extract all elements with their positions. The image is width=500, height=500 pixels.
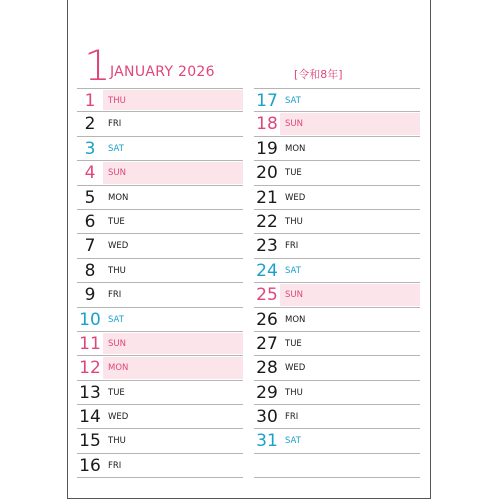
day-number: 9 <box>84 285 96 306</box>
day-number: 29 <box>256 382 278 403</box>
day-number: 6 <box>84 211 96 232</box>
day-number: 3 <box>84 138 96 159</box>
day-of-week: WED <box>108 241 129 252</box>
day-row <box>254 186 420 210</box>
day-of-week: SAT <box>108 314 124 325</box>
day-row <box>77 356 243 380</box>
day-number: 24 <box>256 260 278 281</box>
day-number: 4 <box>84 163 96 184</box>
day-row <box>254 234 420 258</box>
day-of-week: MON <box>285 314 306 325</box>
day-row <box>77 332 243 356</box>
day-of-week: TUE <box>285 168 302 179</box>
day-of-week: MON <box>108 192 129 203</box>
day-row <box>77 137 243 161</box>
day-row <box>77 161 243 185</box>
day-number: 7 <box>84 236 96 257</box>
day-of-week: SUN <box>108 168 126 179</box>
day-number: 2 <box>84 114 96 135</box>
day-number: 25 <box>256 285 278 306</box>
day-row <box>77 308 243 332</box>
day-of-week: WED <box>108 412 129 423</box>
calendar-header <box>84 41 404 90</box>
day-number: 31 <box>256 431 278 452</box>
day-number: 10 <box>79 309 101 330</box>
day-of-week: WED <box>285 363 306 374</box>
day-number: 20 <box>256 163 278 184</box>
day-number: 21 <box>256 187 278 208</box>
year: 2026 <box>178 64 215 80</box>
day-number: 13 <box>79 382 101 403</box>
day-number: 14 <box>79 407 101 428</box>
day-number: 16 <box>79 455 101 476</box>
day-of-week: TUE <box>285 338 302 349</box>
day-number: 5 <box>84 187 96 208</box>
day-number: 23 <box>256 236 278 257</box>
day-of-week: THU <box>108 96 126 106</box>
day-of-week: THU <box>108 436 126 447</box>
day-number: 28 <box>256 358 278 379</box>
day-number: 8 <box>84 260 96 281</box>
day-number: 30 <box>256 407 278 428</box>
day-row <box>254 88 420 112</box>
day-row <box>77 186 243 210</box>
day-of-week: TUE <box>108 216 125 227</box>
day-row <box>254 259 420 283</box>
day-of-week: WED <box>285 192 306 203</box>
day-of-week: SUN <box>285 290 303 301</box>
day-row <box>254 137 420 161</box>
day-of-week: TUE <box>108 387 125 398</box>
day-of-week: MON <box>108 363 129 374</box>
day-row <box>254 283 420 307</box>
day-number: 1 <box>84 91 96 111</box>
day-number: 22 <box>256 211 278 232</box>
day-row <box>77 112 243 136</box>
day-of-week: FRI <box>108 119 122 130</box>
day-number: 12 <box>79 358 101 379</box>
day-of-week: FRI <box>108 290 122 301</box>
day-row <box>254 112 420 136</box>
day-row <box>254 454 420 478</box>
day-number <box>256 454 278 477</box>
day-row <box>77 405 243 429</box>
day-of-week: SUN <box>108 338 126 349</box>
day-number: 11 <box>79 333 101 354</box>
day-of-week: SAT <box>285 265 301 276</box>
day-row <box>77 381 243 405</box>
day-of-week: THU <box>285 387 303 398</box>
day-of-week: THU <box>108 265 126 276</box>
day-column-left <box>77 88 243 478</box>
day-of-week: FRI <box>285 412 299 423</box>
day-of-week: SAT <box>285 436 301 447</box>
month-number: 1 <box>84 41 111 90</box>
day-number: 19 <box>256 138 278 159</box>
day-of-week: SUN <box>285 119 303 130</box>
day-row <box>77 88 243 112</box>
day-row <box>254 381 420 405</box>
day-row <box>254 332 420 356</box>
day-row <box>77 454 243 478</box>
day-number: 18 <box>256 114 278 135</box>
day-column-right <box>254 88 420 478</box>
day-of-week: FRI <box>108 460 122 471</box>
day-row <box>254 405 420 429</box>
day-row <box>77 210 243 234</box>
day-row <box>254 308 420 332</box>
month-year-title <box>110 64 215 80</box>
day-row <box>77 283 243 307</box>
day-number: 17 <box>256 91 278 111</box>
day-number: 27 <box>256 333 278 354</box>
day-number: 26 <box>256 309 278 330</box>
day-number: 15 <box>79 431 101 452</box>
day-row <box>77 234 243 258</box>
day-of-week: FRI <box>285 241 299 252</box>
day-row <box>254 429 420 453</box>
day-of-week: THU <box>285 216 303 227</box>
era-label: [令和8年] <box>294 68 343 81</box>
day-row <box>77 429 243 453</box>
day-of-week: MON <box>285 143 306 154</box>
month-name: JANUARY <box>110 64 174 80</box>
day-of-week: SAT <box>108 143 124 154</box>
day-row <box>254 161 420 185</box>
day-of-week: SAT <box>285 96 301 106</box>
day-row <box>254 210 420 234</box>
day-row <box>77 259 243 283</box>
day-row <box>254 356 420 380</box>
